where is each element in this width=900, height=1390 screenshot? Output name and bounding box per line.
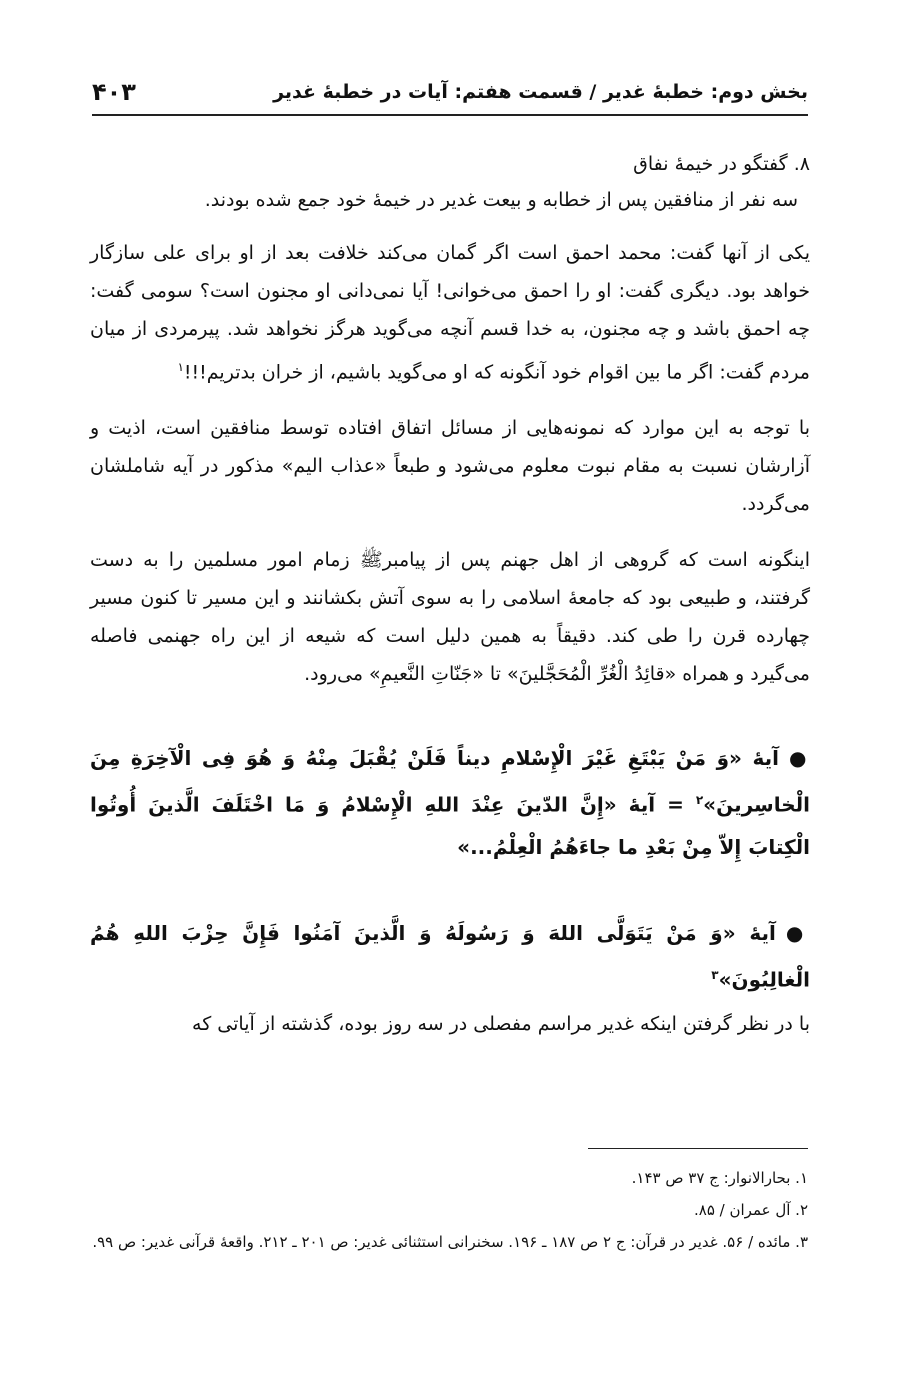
paragraph-2: با توجه به این موارد که نمونه‌هایی از مسائل اتفاق افتاده توسط منافقین است، اذیت و آزارشان نسبت به مقام نبوت معلوم می‌شود و طبعاً «عذاب الیم» مذکور در آیه شاملشان می‌گردد. [90,417,810,516]
bullet-icon: ● [785,920,810,945]
continuation-text: با در نظر گرفتن اینکه غدیر مراسم مفصلی در سه روز بوده، گذشته از آیاتی که [192,1012,810,1035]
footnote-2: ۲. آل عمران / ۸۵. [693,1201,808,1219]
footnote-ref-3: ۳ [711,967,719,982]
page-header [92,70,808,116]
main-content [90,140,810,1043]
section-title: ۸. گفتگو در خیمۀ نفاق [633,153,810,175]
verse-1-continuation: = آیۀ «إِنَّ الدّینَ عِنْدَ اللهِ الْإِسْلامُ وَ مَا اخْتَلَفَ الَّذینَ أُوتُوا الْکِتابَ إِلاّ مِنْ بَعْدِ ما جاءَهُمُ الْعِلْمُ...» [90,792,810,859]
footnote-3: ۳. مائده / ۵۶. غدیر در قرآن: ج ۲ ص ۱۸۷ ـ ۱۹۶. سخنرانی استثنائی غدیر: ص ۲۰۱ ـ ۲۱۲. واقعۀ قرآنی غدیر: ص ۹۹. [92,1233,808,1251]
verse-1-text: آیۀ «وَ مَنْ یَبْتَغِ غَیْرَ الْإِسْلامِ دیناً فَلَنْ یُقْبَلَ مِنْهُ وَ هُوَ فِی الْآخِرَةِ مِنَ الْخاسِرینَ» [90,746,810,817]
footnote-1: ۱. بحارالانوار: ج ۳۷ ص ۱۴۳. [631,1169,808,1187]
paragraph-1-text: یکی از آنها گفت: محمد احمق است اگر گمان می‌کند خلافت بعد از او برای علی سازگار خواهد بود. دیگری گفت: او را احمق می‌خوانی! آیا نمی‌دانی او مجنون است؟ سومی گفت: چه احمق باشد و چه مجنون، به خدا قسم آنچه می‌گوید هرگز نخواهد شد. پیرمردی از میان مردم گفت: اگر ما بین اقوام خود آنگونه که او می‌گوید باشیم، از خران بدتریم!!! [90,242,810,384]
verse-bullet-1 [90,737,810,868]
verse-2-text: آیۀ «وَ مَنْ یَتَوَلَّی اللهَ وَ رَسُولَهُ وَ الَّذینَ آمَنُوا فَإِنَّ حِزْبَ اللهِ هُمُ الْغالِبُونَ» [90,920,810,992]
footnote-divider [588,1148,808,1149]
section-intro: سه نفر از منافقین پس از خطابه و بیعت غدیر در خیمۀ خود جمع شده بودند. [204,189,798,211]
page-number: ۴۰۳ [92,78,136,106]
footnote-ref-1: ۱ [177,360,184,374]
paragraph-1 [90,234,810,391]
footnote-ref-2: ۲ [695,793,704,808]
running-head: بخش دوم: خطبۀ غدیر / قسمت هفتم: آیات در خطبۀ غدیر [273,81,808,103]
bullet-icon: ● [788,746,811,771]
footnotes [92,1162,808,1258]
verse-bullet-2 [90,912,810,1043]
paragraph-3: اینگونه است که گروهی از اهل جهنم پس از پیامبرﷺ زمام امور مسلمین را به دست گرفتند، و طبیعی بود که جامعۀ اسلامی را به سوی آتش بکشانند و این مسیر تا کنون مسیر چهارده قرن را طی کند. دقیقاً به همین دلیل است که شیعه از این راه جهنمی فاصله می‌گیرد و همراه «قائِدُ الْغُرِّ الْمُحَجَّلینَ» تا «جَنّاتِ النَّعیمِ» می‌رود. [90,549,810,686]
